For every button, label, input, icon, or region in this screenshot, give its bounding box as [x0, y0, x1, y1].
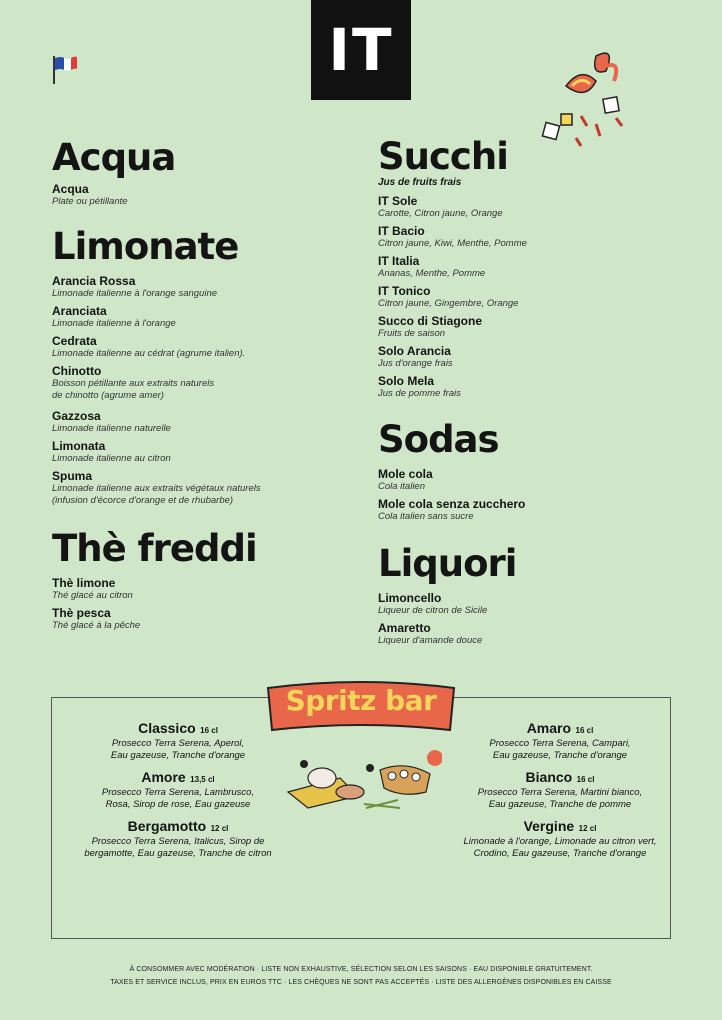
spritz-desc: Prosecco Terra Serena, Martini bianco, Eau gazeuse, Tranche de pomme — [477, 787, 643, 810]
menu-item — [378, 467, 678, 493]
section-title: Liquori — [378, 542, 517, 585]
spritz-size: 12 cl — [578, 824, 597, 833]
spritz-desc: Limonade à l'orange, Limonade au citron vert, Crodino, Eau gazeuse, Tranche d'orange — [463, 836, 657, 859]
item-desc: Citron jaune, Kiwi, Menthe, Pomme — [378, 238, 527, 249]
item-desc: Limonade italienne au citron — [52, 453, 171, 464]
spritz-size: 12 cl — [210, 824, 229, 833]
aperitivo-food-illustration — [280, 744, 442, 812]
item-desc: Citron jaune, Gingembre, Orange — [378, 298, 519, 309]
menu-item — [52, 334, 352, 360]
item-name: Solo Mela — [378, 374, 435, 388]
item-name: IT Tonico — [378, 284, 431, 298]
item-desc: Liqueur d'amande douce — [378, 635, 483, 646]
item-name: Spuma — [52, 469, 93, 483]
section-liquori — [378, 544, 678, 647]
section-title: Succhi — [378, 135, 508, 178]
spritz-item — [58, 720, 298, 762]
french-flag-icon[interactable] — [52, 54, 78, 84]
section-acqua — [52, 138, 352, 208]
item-name: Arancia Rossa — [52, 274, 136, 288]
menu-item — [52, 469, 352, 507]
spritz-size: 16 cl — [576, 775, 595, 784]
spritz-size: 16 cl — [575, 726, 594, 735]
menu-item — [378, 591, 678, 617]
item-name: IT Italia — [378, 254, 420, 268]
spritz-name: Amore — [141, 769, 186, 785]
menu-item — [378, 374, 678, 400]
menu-item — [378, 344, 678, 370]
item-name: Thè limone — [52, 576, 116, 590]
item-name: Succo di Stiagone — [378, 314, 483, 328]
item-desc: Limonade italienne au cédrat (agrume italien). — [52, 348, 246, 359]
item-desc: Cola italien — [378, 481, 425, 492]
menu-item — [378, 254, 678, 280]
footer — [0, 963, 722, 989]
footer-line-2: TAXES ET SERVICE INCLUS, PRIX EN EUROS TTC · LES CHÈQUES NE SONT PAS ACCEPTÉS · LISTE DES ALLERGÈNES DISPONIBLES EN CAISSE — [110, 979, 612, 986]
footer-line-1: À CONSOMMER AVEC MODÉRATION · LISTE NON EXHAUSTIVE, SÉLECTION SELON LES SAISONS · EAU DISPONIBLE GRATUITEMENT. — [129, 966, 593, 973]
item-desc: Carotte, Citron jaune, Orange — [378, 208, 503, 219]
menu-item — [52, 274, 352, 300]
right-column — [378, 137, 678, 647]
spritz-item — [440, 818, 680, 860]
menu-item — [52, 439, 352, 465]
item-name: IT Bacio — [378, 224, 425, 238]
menu-item — [52, 576, 352, 602]
item-desc: Limonade italienne à l'orange — [52, 318, 176, 329]
item-desc: Plate ou pétillante — [52, 196, 128, 207]
item-desc: Jus de pomme frais — [378, 388, 461, 399]
item-name: Solo Arancia — [378, 344, 451, 358]
item-desc: Cola italien sans sucre — [378, 511, 474, 522]
item-name: Limoncello — [378, 591, 442, 605]
section-title: Sodas — [378, 418, 499, 461]
item-desc: Fruits de saison — [378, 328, 446, 339]
left-column — [52, 138, 352, 632]
spritz-desc: Prosecco Terra Serena, Italicus, Sirop de bergamotte, Eau gazeuse, Tranche de citron — [84, 836, 272, 859]
spritz-name: Bergamotto — [127, 818, 207, 834]
spritz-left-column — [58, 720, 298, 867]
it-logo: IT — [311, 0, 411, 100]
item-name: IT Sole — [378, 194, 418, 208]
spritz-item — [440, 720, 680, 762]
spritz-name: Vergine — [523, 818, 575, 834]
spritz-desc: Prosecco Terra Serena, Campari, Eau gazeuse, Tranche d'orange — [489, 738, 631, 761]
item-desc: Ananas, Menthe, Pomme — [378, 268, 486, 279]
spritz-name: Classico — [138, 720, 196, 736]
item-desc: Thé glacé à la pêche — [52, 620, 141, 631]
spritz-size: 13,5 cl — [190, 775, 215, 784]
section-subtitle: Jus de fruits frais — [378, 177, 462, 188]
section-title: Acqua — [52, 136, 176, 179]
menu-item — [378, 314, 678, 340]
item-desc: Liqueur de citron de Sicile — [378, 605, 488, 616]
item-name: Amaretto — [378, 621, 431, 635]
section-the-freddi — [52, 529, 352, 632]
spritz-title: Spritz bar — [285, 684, 437, 717]
item-name: Aranciata — [52, 304, 107, 318]
item-desc: Jus d'orange frais — [378, 358, 453, 369]
item-desc: Limonade italienne aux extraits végétaux naturels (infusion d'écorce d'orange et de rhubarbe) — [52, 483, 261, 506]
menu-item — [52, 364, 352, 402]
spritz-name: Amaro — [526, 720, 572, 736]
spritz-name: Bianco — [525, 769, 573, 785]
item-desc: Boisson pétillante aux extraits naturels de chinotto (agrume amer) — [52, 378, 215, 401]
menu-item — [52, 182, 352, 208]
item-name: Cedrata — [52, 334, 97, 348]
spritz-desc: Prosecco Terra Serena, Lambrusco, Rosa, Sirop de rose, Eau gazeuse — [101, 787, 255, 810]
menu-item — [378, 284, 678, 310]
section-limonate — [52, 227, 352, 507]
spritz-right-column — [440, 720, 680, 867]
spritz-size: 16 cl — [200, 726, 218, 735]
menu-item — [378, 497, 678, 523]
section-title: Limonate — [52, 225, 239, 268]
menu-item — [378, 621, 678, 647]
spritz-item — [440, 769, 680, 811]
section-sodas — [378, 420, 678, 523]
item-name: Limonata — [52, 439, 106, 453]
menu-item — [378, 224, 678, 250]
menu-item — [52, 304, 352, 330]
section-succhi — [378, 137, 678, 400]
spritz-item — [58, 769, 298, 811]
item-name: Thè pesca — [52, 606, 111, 620]
item-desc: Thé glacé au citron — [52, 590, 133, 601]
menu-item — [52, 606, 352, 632]
menu-item — [378, 194, 678, 220]
spritz-item — [58, 818, 298, 860]
item-name: Gazzosa — [52, 409, 101, 423]
item-name: Mole cola senza zucchero — [378, 497, 526, 511]
item-desc: Limonade italienne à l'orange sanguine — [52, 288, 218, 299]
item-name: Mole cola — [378, 467, 433, 481]
item-name: Acqua — [52, 182, 89, 196]
menu-item — [52, 409, 352, 435]
item-name: Chinotto — [52, 364, 102, 378]
spritz-desc: Prosecco Terra Serena, Aperol, Eau gazeuse, Tranche d'orange — [110, 738, 246, 761]
item-desc: Limonade italienne naturelle — [52, 423, 171, 434]
section-title: Thè freddi — [52, 527, 257, 570]
